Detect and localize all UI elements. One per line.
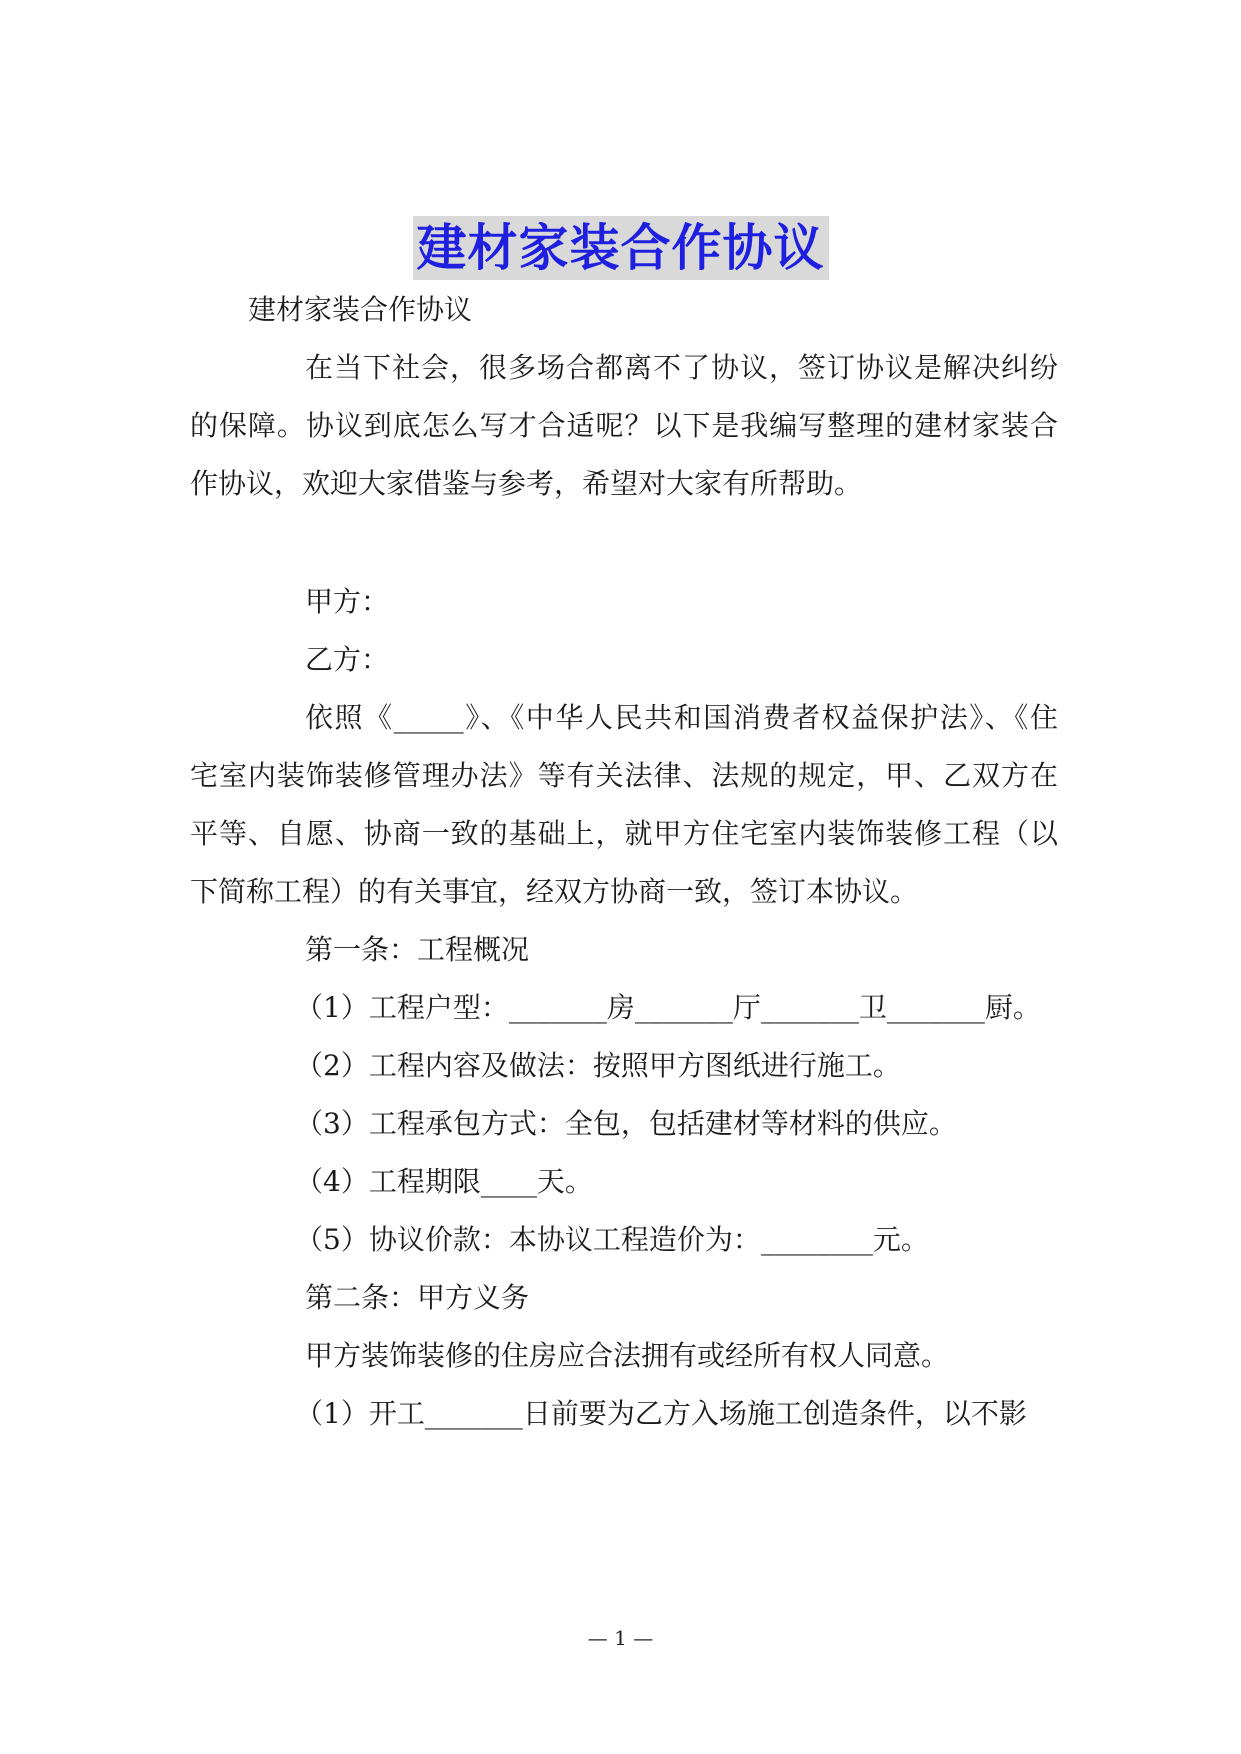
- document-title: 建材家装合作协议: [413, 216, 829, 280]
- basis-line-3: 平等、自愿、协商一致的基础上，就甲方住宅室内装饰装修工程（以: [190, 817, 1058, 850]
- basis-line-4: 下简称工程）的有关事宜，经双方协商一致，签订本协议。: [190, 875, 919, 908]
- party-a-label: 甲方：: [305, 585, 390, 618]
- basis-line-2: 宅室内装饰装修管理办法》等有关法律、法规的规定，甲、乙双方在: [190, 759, 1058, 792]
- subtitle: 建材家装合作协议: [248, 293, 473, 326]
- article-1-item-1: （1）工程户型：_______房_______厅_______卫_______厨。: [295, 991, 1041, 1024]
- article-1-item-5: （5）协议价款：本协议工程造价为：________元。: [295, 1223, 929, 1256]
- title-container: [0, 216, 1241, 280]
- article-2-item-1: （1）开工_______日前要为乙方入场施工创造条件，以不影: [295, 1397, 1027, 1430]
- article-1-item-4: （4）工程期限____天。: [295, 1165, 593, 1198]
- article-2-lead: 甲方装饰装修的住房应合法拥有或经所有权人同意。: [305, 1339, 950, 1372]
- intro-line-2: 的保障。协议到底怎么写才合适呢？以下是我编写整理的建材家装合: [190, 409, 1058, 442]
- page-number: — 1 —: [587, 1626, 654, 1650]
- basis-line-1: 依照《_____》、《中华人民共和国消费者权益保护法》、《住: [305, 701, 1058, 734]
- intro-line-3: 作协议，欢迎大家借鉴与参考，希望对大家有所帮助。: [190, 467, 863, 500]
- article-1-item-2: （2）工程内容及做法：按照甲方图纸进行施工。: [295, 1049, 901, 1082]
- article-1-heading: 第一条：工程概况: [305, 933, 530, 966]
- intro-line-1: 在当下社会，很多场合都离不了协议，签订协议是解决纠纷: [305, 351, 1058, 384]
- party-b-label: 乙方：: [305, 643, 390, 676]
- article-1-item-3: （3）工程承包方式：全包，包括建材等材料的供应。: [295, 1107, 957, 1140]
- article-2-heading: 第二条：甲方义务: [305, 1281, 530, 1314]
